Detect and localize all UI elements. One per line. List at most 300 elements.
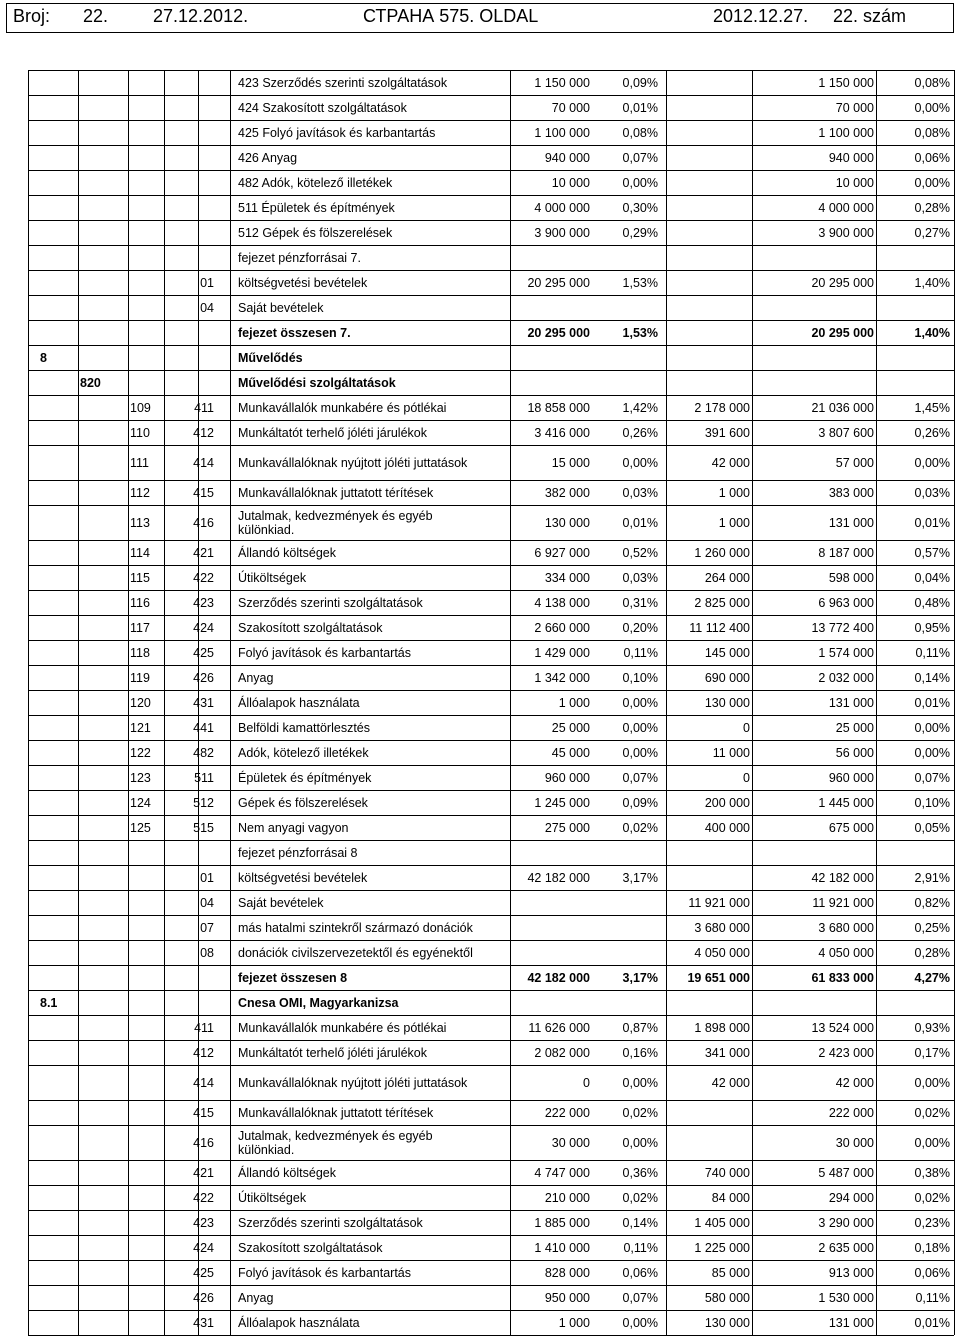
cell-group — [80, 1065, 126, 1100]
grid-hline — [28, 505, 954, 506]
grid-hline — [28, 615, 954, 616]
cell-label: Belföldi kamattörlesztés — [238, 720, 371, 735]
grid-hline — [28, 765, 954, 766]
cell-label: Munkavállalóknak nyújtott jóléti juttatások — [238, 1075, 468, 1090]
cell-group: 820 — [80, 375, 101, 390]
cell-position — [130, 890, 162, 915]
cell-label: 512 Gépek és fölszerelések — [238, 225, 393, 240]
cell-function — [40, 1015, 78, 1040]
grid-hline — [28, 395, 954, 396]
cell-percent-3: 0,03% — [914, 485, 950, 500]
cell-code: 07 — [200, 920, 214, 935]
cell-percent-3 — [878, 370, 950, 395]
cell-label: Saját bevételek — [238, 895, 324, 910]
cell-group — [80, 565, 126, 590]
cell-amount-1: 20 295 000 — [527, 275, 590, 290]
cell-label: fejezet pénzforrásai 7. — [238, 250, 361, 265]
cell-amount-1: 1 885 000 — [534, 1215, 590, 1230]
cell-group — [80, 715, 126, 740]
cell-amount-3: 913 000 — [828, 1265, 874, 1280]
cell-code: 421 — [193, 1165, 214, 1180]
cell-function — [40, 690, 78, 715]
cell-label: Szakosított szolgáltatások — [238, 1240, 383, 1255]
table-row — [0, 890, 960, 915]
cell-amount-2 — [664, 195, 750, 220]
cell-group — [80, 690, 126, 715]
cell-amount-3: 6 963 000 — [818, 595, 874, 610]
table-row — [0, 765, 960, 790]
cell-group — [80, 1210, 126, 1235]
table-row — [0, 245, 960, 270]
header-date: 27.12.2012. — [153, 6, 249, 26]
cell-percent-3: 1,40% — [914, 275, 950, 290]
cell-amount-1 — [500, 840, 590, 865]
cell-percent-3: 0,93% — [914, 1020, 950, 1035]
cell-function — [40, 540, 78, 565]
grid-hline — [28, 665, 954, 666]
grid-hline — [28, 170, 954, 171]
cell-code — [166, 965, 216, 990]
cell-amount-1: 940 000 — [544, 150, 590, 165]
cell-label: Munkavállalók munkabére és pótlékai — [238, 1020, 447, 1035]
cell-amount-3: 2 032 000 — [818, 670, 874, 685]
grid-hline — [28, 1040, 954, 1041]
cell-amount-3: 42 000 — [835, 1075, 874, 1090]
cell-function — [40, 640, 78, 665]
cell-function — [40, 1040, 78, 1065]
cell-amount-2 — [664, 865, 750, 890]
table-row — [0, 690, 960, 715]
header-page: СТРАНА 575. OLDAL — [363, 6, 539, 26]
cell-code: 416 — [193, 515, 214, 530]
cell-function — [40, 790, 78, 815]
cell-amount-3: 598 000 — [828, 570, 874, 585]
grid-hline — [28, 540, 954, 541]
cell-code: 04 — [200, 300, 214, 315]
cell-position — [130, 1235, 162, 1260]
cell-position: 112 — [130, 485, 150, 500]
cell-function — [40, 445, 78, 480]
cell-percent-3: 0,38% — [914, 1165, 950, 1180]
cell-amount-3: 2 423 000 — [818, 1045, 874, 1060]
cell-function — [40, 1260, 78, 1285]
cell-percent-1: 1,42% — [622, 400, 658, 415]
cell-label: Szakosított szolgáltatások — [238, 620, 383, 635]
cell-percent-1: 0,02% — [622, 820, 658, 835]
cell-percent-1: 0,52% — [622, 545, 658, 560]
cell-percent-1: 0,06% — [622, 1265, 658, 1280]
cell-amount-1: 3 416 000 — [534, 425, 590, 440]
grid-hline — [28, 345, 954, 346]
cell-position: 109 — [130, 400, 151, 415]
table-row — [0, 615, 960, 640]
cell-percent-3: 2,91% — [914, 870, 950, 885]
cell-code: 425 — [193, 645, 214, 660]
cell-amount-3: 3 290 000 — [818, 1215, 874, 1230]
cell-amount-2: 130 000 — [704, 1315, 750, 1330]
cell-label: Munkavállalóknak juttatott térítések — [238, 485, 434, 500]
table-row — [0, 120, 960, 145]
cell-label: Munkavállalók munkabére és pótlékai — [238, 400, 447, 415]
cell-amount-1: 1 342 000 — [534, 670, 590, 685]
cell-amount-1: 4 000 000 — [534, 200, 590, 215]
grid-hline — [28, 295, 954, 296]
cell-position — [130, 195, 162, 220]
cell-function — [40, 395, 78, 420]
cell-amount-2: 19 651 000 — [687, 970, 750, 985]
cell-percent-1: 0,09% — [622, 75, 658, 90]
cell-function — [40, 840, 78, 865]
cell-function — [40, 1285, 78, 1310]
cell-position — [130, 1125, 162, 1160]
cell-percent-1 — [594, 940, 658, 965]
cell-group — [80, 1285, 126, 1310]
cell-code: 412 — [193, 1045, 214, 1060]
cell-amount-2: 1 000 — [718, 515, 750, 530]
cell-percent-1: 1,53% — [622, 325, 658, 340]
cell-amount-1 — [500, 890, 590, 915]
cell-percent-1 — [594, 295, 658, 320]
cell-group — [80, 120, 126, 145]
cell-label: Állandó költségek — [238, 1165, 336, 1180]
table-row — [0, 370, 960, 395]
grid-hline — [28, 1065, 954, 1066]
cell-label: költségvetési bevételek — [238, 870, 368, 885]
cell-group — [80, 915, 126, 940]
cell-position — [130, 1100, 162, 1125]
table-row — [0, 1285, 960, 1310]
grid-hline — [28, 840, 954, 841]
cell-amount-1: 222 000 — [544, 1105, 590, 1120]
cell-amount-3: 10 000 — [835, 175, 874, 190]
table-row — [0, 715, 960, 740]
cell-percent-1 — [594, 245, 658, 270]
grid-hline — [28, 940, 954, 941]
cell-percent-3: 0,01% — [914, 1315, 950, 1330]
cell-position: 116 — [130, 595, 150, 610]
cell-amount-3: 70 000 — [835, 100, 874, 115]
cell-percent-1: 0,00% — [622, 745, 658, 760]
cell-label: Útiköltségek — [238, 570, 307, 585]
cell-code: 424 — [193, 620, 214, 635]
cell-amount-1: 11 626 000 — [528, 1020, 590, 1035]
cell-function — [40, 1185, 78, 1210]
cell-group — [80, 640, 126, 665]
grid-hline — [28, 915, 954, 916]
grid-hline — [28, 370, 954, 371]
cell-function — [40, 590, 78, 615]
cell-group — [80, 295, 126, 320]
cell-code: 414 — [193, 455, 214, 470]
cell-amount-3: 3 807 600 — [818, 425, 874, 440]
cell-percent-3: 0,01% — [914, 515, 950, 530]
grid-hline — [28, 120, 954, 121]
grid-hline — [28, 865, 954, 866]
cell-code: 415 — [193, 1105, 214, 1120]
cell-percent-1: 0,10% — [622, 670, 658, 685]
cell-position — [130, 295, 162, 320]
cell-label: Anyag — [238, 1290, 274, 1305]
cell-percent-1: 3,17% — [622, 870, 658, 885]
cell-amount-2: 11 921 000 — [688, 895, 750, 910]
cell-percent-3: 0,11% — [915, 645, 950, 660]
cell-amount-1: 1 245 000 — [534, 795, 590, 810]
grid-hline — [28, 1260, 954, 1261]
cell-label: Művelődés — [238, 350, 303, 365]
grid-hline — [28, 890, 954, 891]
cell-amount-1: 45 000 — [551, 745, 590, 760]
cell-function — [40, 370, 78, 395]
cell-code — [166, 70, 216, 95]
cell-percent-3: 0,00% — [914, 175, 950, 190]
cell-label: 426 Anyag — [238, 150, 298, 165]
table-row — [0, 505, 960, 540]
cell-percent-3 — [878, 345, 950, 370]
cell-percent-1: 0,11% — [623, 1240, 658, 1255]
cell-amount-2: 264 000 — [704, 570, 750, 585]
cell-code: 512 — [193, 795, 214, 810]
cell-percent-1: 0,07% — [622, 150, 658, 165]
cell-group — [80, 395, 126, 420]
cell-amount-2 — [664, 170, 750, 195]
table-row — [0, 1125, 960, 1160]
cell-percent-3: 0,02% — [914, 1190, 950, 1205]
cell-position — [130, 320, 162, 345]
cell-amount-3: 1 100 000 — [818, 125, 874, 140]
grid-hline — [28, 590, 954, 591]
table-row — [0, 95, 960, 120]
cell-percent-3: 0,48% — [914, 595, 950, 610]
cell-amount-3: 3 900 000 — [818, 225, 874, 240]
cell-amount-2: 85 000 — [711, 1265, 750, 1280]
cell-function: 8.1 — [40, 995, 58, 1010]
cell-amount-2 — [664, 245, 750, 270]
cell-percent-3: 0,28% — [914, 200, 950, 215]
grid-hline — [28, 1210, 954, 1211]
cell-amount-3: 61 833 000 — [811, 970, 874, 985]
cell-amount-2 — [664, 990, 750, 1015]
cell-group — [80, 70, 126, 95]
cell-amount-3: 131 000 — [828, 1315, 874, 1330]
cell-percent-3: 0,00% — [914, 1135, 950, 1150]
cell-label: fejezet összesen 7. — [238, 325, 351, 340]
grid-hline — [28, 1125, 954, 1126]
cell-function — [40, 1310, 78, 1335]
cell-position: 115 — [130, 570, 150, 585]
cell-amount-3: 56 000 — [835, 745, 874, 760]
table-row — [0, 940, 960, 965]
cell-percent-1 — [594, 840, 658, 865]
cell-position: 119 — [130, 670, 150, 685]
cell-code: 411 — [194, 400, 214, 415]
cell-amount-1: 960 000 — [544, 770, 590, 785]
cell-amount-3: 940 000 — [828, 150, 874, 165]
cell-function — [40, 915, 78, 940]
cell-label: Saját bevételek — [238, 300, 324, 315]
cell-group — [80, 480, 126, 505]
cell-percent-3: 0,02% — [914, 1105, 950, 1120]
cell-label: donációk civilszervezetektől és egyénektől — [238, 945, 473, 960]
cell-percent-1: 0,00% — [622, 1135, 658, 1150]
cell-function — [40, 170, 78, 195]
cell-percent-3: 0,00% — [914, 720, 950, 735]
cell-label: Gépek és fölszerelések — [238, 795, 368, 810]
cell-percent-3: 0,82% — [914, 895, 950, 910]
cell-amount-2: 2 178 000 — [694, 400, 750, 415]
cell-group — [80, 220, 126, 245]
cell-amount-3: 2 635 000 — [818, 1240, 874, 1255]
cell-percent-1 — [594, 370, 658, 395]
cell-position — [130, 1310, 162, 1335]
cell-function — [40, 420, 78, 445]
cell-label: 511 Épületek és építmények — [238, 200, 395, 215]
cell-code: 422 — [193, 570, 214, 585]
cell-code: 411 — [194, 1020, 214, 1035]
cell-percent-3: 1,45% — [914, 400, 950, 415]
cell-function — [40, 1065, 78, 1100]
cell-code — [166, 320, 216, 345]
grid-hline — [28, 690, 954, 691]
grid-hline — [28, 565, 954, 566]
cell-code: 423 — [193, 595, 214, 610]
cell-percent-1: 0,11% — [623, 645, 658, 660]
cell-amount-2: 145 000 — [704, 645, 750, 660]
cell-code — [166, 120, 216, 145]
cell-label: Épületek és építmények — [238, 770, 372, 785]
cell-label: Jutalmak, kedvezmények és egyéb különkiad. — [238, 508, 433, 537]
grid-hline — [28, 220, 954, 221]
cell-amount-1: 210 000 — [544, 1190, 590, 1205]
cell-amount-2: 1 898 000 — [694, 1020, 750, 1035]
cell-amount-2 — [664, 840, 750, 865]
cell-percent-1: 0,14% — [622, 1215, 658, 1230]
cell-percent-3: 0,08% — [914, 75, 950, 90]
cell-amount-2 — [664, 370, 750, 395]
cell-amount-3: 4 000 000 — [818, 200, 874, 215]
cell-amount-3: 1 150 000 — [818, 75, 874, 90]
cell-function — [40, 480, 78, 505]
cell-position — [130, 345, 162, 370]
grid-hline — [28, 640, 954, 641]
grid-hline — [28, 70, 954, 71]
cell-group — [80, 615, 126, 640]
cell-function — [40, 665, 78, 690]
grid-hline — [28, 270, 954, 271]
cell-amount-3: 294 000 — [828, 1190, 874, 1205]
cell-percent-3: 0,26% — [914, 425, 950, 440]
cell-percent-1: 0,08% — [622, 125, 658, 140]
cell-percent-3 — [878, 245, 950, 270]
cell-group — [80, 1015, 126, 1040]
cell-percent-1: 0,01% — [622, 515, 658, 530]
cell-group — [80, 1160, 126, 1185]
cell-position — [130, 120, 162, 145]
cell-percent-3: 0,25% — [914, 920, 950, 935]
cell-group — [80, 590, 126, 615]
cell-label: 423 Szerződés szerinti szolgáltatások — [238, 75, 448, 90]
table-row — [0, 1210, 960, 1235]
cell-function: 8 — [40, 350, 47, 365]
cell-function — [40, 295, 78, 320]
cell-amount-2: 1 000 — [718, 485, 750, 500]
cell-group — [80, 990, 126, 1015]
cell-percent-1: 0,26% — [622, 425, 658, 440]
cell-group — [80, 765, 126, 790]
cell-amount-3: 57 000 — [835, 455, 874, 470]
cell-label: Nem anyagi vagyon — [238, 820, 349, 835]
cell-position — [130, 840, 162, 865]
cell-percent-1 — [594, 915, 658, 940]
cell-amount-2: 690 000 — [704, 670, 750, 685]
table-row — [0, 740, 960, 765]
cell-amount-3 — [756, 345, 874, 370]
cell-group — [80, 270, 126, 295]
cell-amount-3: 11 921 000 — [812, 895, 874, 910]
cell-position — [130, 940, 162, 965]
cell-group — [80, 1185, 126, 1210]
cell-percent-3: 0,01% — [914, 695, 950, 710]
cell-position — [130, 1185, 162, 1210]
cell-amount-2: 84 000 — [711, 1190, 750, 1205]
cell-group — [80, 890, 126, 915]
cell-function — [40, 195, 78, 220]
cell-amount-3 — [756, 295, 874, 320]
cell-function — [40, 1235, 78, 1260]
cell-code — [166, 170, 216, 195]
cell-amount-2 — [664, 95, 750, 120]
cell-function — [40, 965, 78, 990]
cell-percent-3: 1,40% — [914, 325, 950, 340]
cell-code: 412 — [193, 425, 214, 440]
cell-amount-2 — [664, 270, 750, 295]
cell-label: Állóalapok használata — [238, 1315, 360, 1330]
cell-function — [40, 145, 78, 170]
cell-amount-1: 25 000 — [551, 720, 590, 735]
grid-hline — [28, 445, 954, 446]
cell-percent-3: 0,04% — [914, 570, 950, 585]
cell-code — [166, 345, 216, 370]
cell-label: Folyó javítások és karbantartás — [238, 645, 411, 660]
cell-amount-3: 13 772 400 — [811, 620, 874, 635]
cell-group — [80, 740, 126, 765]
cell-function — [40, 1125, 78, 1160]
cell-function — [40, 1100, 78, 1125]
cell-position — [130, 270, 162, 295]
cell-label: Adók, kötelező illetékek — [238, 745, 369, 760]
table-row — [0, 565, 960, 590]
cell-amount-3: 20 295 000 — [811, 275, 874, 290]
cell-amount-1: 130 000 — [544, 515, 590, 530]
cell-percent-1: 0,29% — [622, 225, 658, 240]
cell-amount-2: 42 000 — [711, 455, 750, 470]
cell-function — [40, 615, 78, 640]
cell-amount-1 — [500, 295, 590, 320]
cell-group — [80, 420, 126, 445]
cell-percent-1: 0,00% — [622, 1315, 658, 1330]
cell-position: 124 — [130, 795, 151, 810]
table-row — [0, 965, 960, 990]
grid-hline — [28, 1235, 954, 1236]
cell-position: 113 — [130, 515, 150, 530]
cell-code — [166, 370, 216, 395]
cell-amount-2: 740 000 — [704, 1165, 750, 1180]
cell-amount-1: 42 182 000 — [527, 970, 590, 985]
cell-amount-1: 10 000 — [551, 175, 590, 190]
cell-amount-3: 20 295 000 — [811, 325, 874, 340]
table-row — [0, 1260, 960, 1285]
cell-function — [40, 565, 78, 590]
grid-hline — [28, 320, 954, 321]
